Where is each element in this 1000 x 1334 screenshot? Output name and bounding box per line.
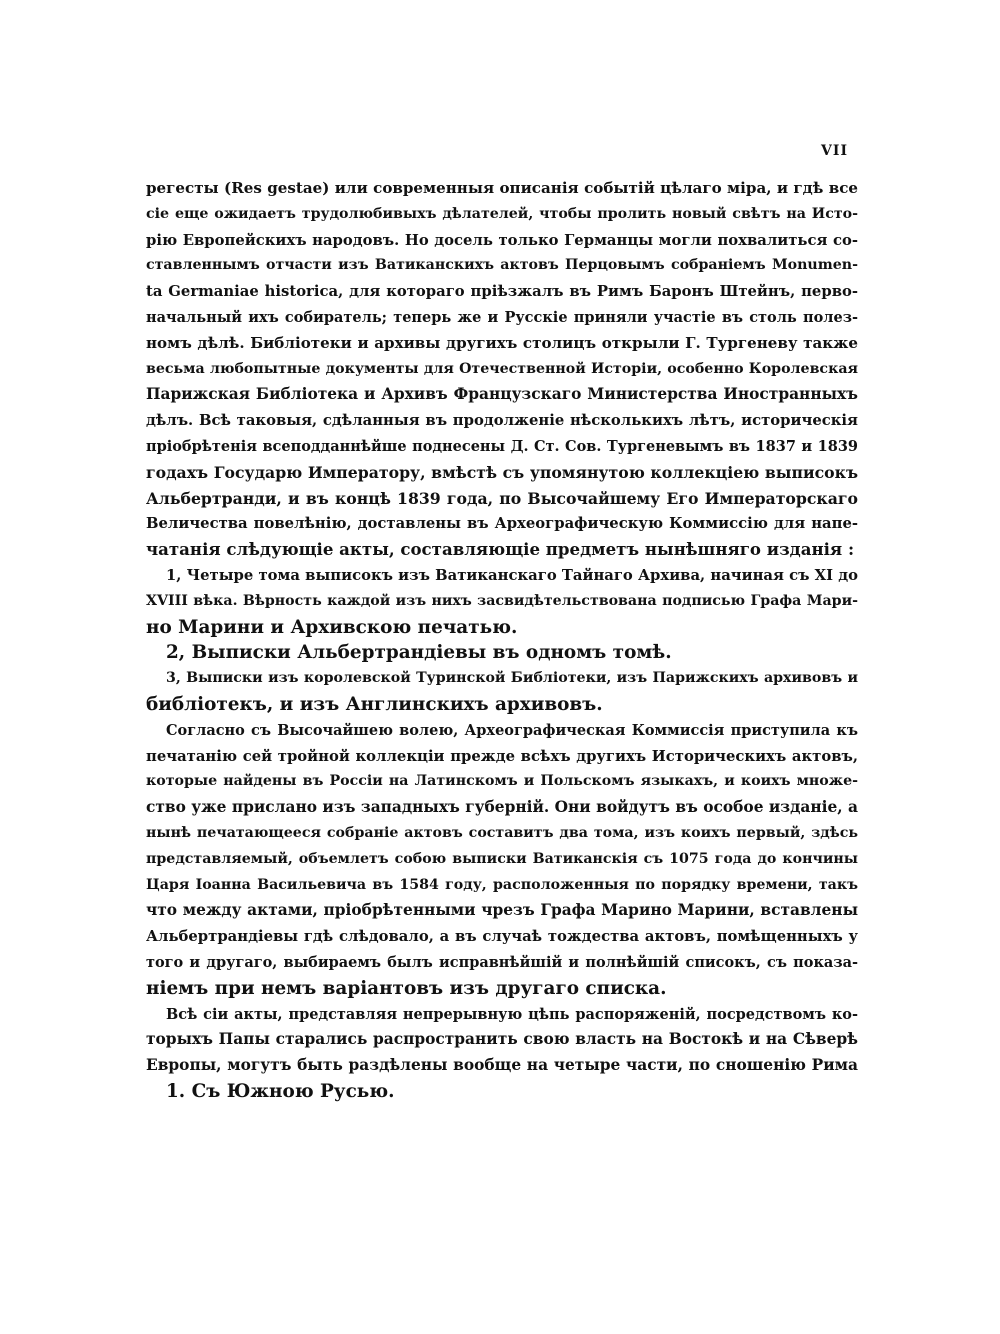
paragraph-3-line: Всѣ сіи акты, представляя непрерывную цѣпь распоряженій, посредствомъ ко- bbox=[166, 1005, 858, 1023]
paragraph-2-line: Согласно съ Высочайшею волею, Археографическая Коммиссія приступила къ bbox=[166, 721, 858, 739]
text-line: ставленнымъ отчасти изъ Ватиканскихъ актовъ Перцовымъ собраніемъ Monumen- bbox=[146, 257, 858, 274]
paragraph-3-line: Европы, могутъ быть раздѣлены вообще на четыре части, по сношенію Рима bbox=[146, 1056, 858, 1075]
paragraph-2-line: что между актами, пріобрѣтенными чрезъ Графа Марино Марини, вставлены bbox=[146, 901, 858, 920]
list-item-3-line: 3, Выписки изъ королевской Туринской Библіотеки, изъ Парижскихъ архивовъ и bbox=[166, 670, 858, 687]
paragraph-2-line: нынѣ печатающееся собраніе актовъ составитъ два тома, изъ коихъ первый, здѣсь bbox=[146, 824, 858, 841]
list-item-2-line: 2, Выписки Альбертрандіевы въ одномъ томѣ. bbox=[166, 642, 672, 664]
text-line: номъ дѣлѣ. Библіотеки и архивы другихъ столицъ открыли Г. Тургеневу также bbox=[146, 333, 858, 352]
text-line: начальный ихъ собиратель; теперь же и Русскіе приняли участіе въ столь полез- bbox=[146, 308, 858, 326]
paragraph-2-line: которые найдены въ Россіи на Латинскомъ и Польскомъ языкахъ, и коихъ множе- bbox=[146, 773, 858, 790]
list-item-1-line: но Марини и Архивскою печатью. bbox=[146, 616, 518, 638]
text-line: Альбертранди, и въ концѣ 1839 года, по Высочайшему Его Императорскаго bbox=[146, 488, 858, 508]
paragraph-2-line: ніемъ при немъ варіантовъ изъ другаго списка. bbox=[146, 977, 667, 999]
text-line: Величества повелѣнію, доставлены въ Археографическую Коммиссію для напе- bbox=[146, 515, 858, 533]
list-item-1-line: 1, Четыре тома выписокъ изъ Ватиканскаго Тайнаго Архива, начиная съ XI до bbox=[166, 566, 858, 584]
text-line: сіе еще ожидаетъ трудолюбивыхъ дѣлателей, чтобы пролить новый свѣтъ на Исто- bbox=[146, 205, 858, 222]
text-line: чатанія слѣдующіе акты, составляющіе предметъ нынѣшняго изданія : bbox=[146, 539, 855, 560]
paragraph-2-line: печатанію сей тройной коллекціи прежде всѣхъ другихъ Историческихъ актовъ, bbox=[146, 747, 858, 765]
paragraph-2-line: Царя Іоанна Васильевича въ 1584 году, расположенныя по порядку времени, такъ bbox=[146, 876, 858, 893]
final-item-line: 1. Съ Южною Русью. bbox=[166, 1080, 395, 1102]
paragraph-2-line: ство уже прислано изъ западныхъ губерній. Они войдутъ въ особое изданіе, а bbox=[146, 798, 858, 817]
paragraph-2-line: того и другаго, выбираемъ былъ исправнѣйшій и полнѣйшій списокъ, съ показа- bbox=[146, 953, 858, 971]
text-line: рію Европейскихъ народовъ. Но досель только Германцы могли похвалиться со- bbox=[146, 231, 858, 249]
list-item-3-line: библіотекъ, и изъ Англинскихъ архивовъ. bbox=[146, 693, 603, 715]
text-line: регесты (Res gestae) или современныя описанія событій цѣлаго міра, и гдѣ все bbox=[146, 179, 858, 197]
paragraph-2-line: представляемый, объемлетъ собою выписки Ватиканскія съ 1075 года до кончины bbox=[146, 850, 858, 867]
page-text bbox=[146, 176, 858, 1105]
text-line: годахъ Государю Императору, вмѣстѣ съ упомянутою коллекціею выписокъ bbox=[146, 462, 858, 482]
text-line: ta Germaniae historica, для котораго пріѣзжалъ въ Римъ Баронъ Штейнъ, перво- bbox=[146, 283, 858, 301]
paragraph-2-line: Альбертрандіевы гдѣ слѣдовало, а въ случаѣ тождества актовъ, помѣщенныхъ у bbox=[146, 928, 858, 946]
text-line: весьма любопытные документы для Отечественной Исторіи, особенно Королевская bbox=[146, 360, 858, 377]
text-line: дѣлъ. Всѣ таковыя, сдѣланныя въ продолженіе нѣсколькихъ лѣтъ, историческія bbox=[146, 412, 858, 430]
paragraph-3-line: торыхъ Папы старались распространить свою власть на Востокѣ и на Сѣверѣ bbox=[146, 1030, 858, 1049]
list-item-1-line: XVIII вѣка. Вѣрность каждой изъ нихъ засвидѣтельствована подписью Графа Мари- bbox=[146, 592, 858, 609]
text-line: пріобрѣтенія всеподданнѣйше поднесены Д. Ст. Сов. Тургеневымъ въ 1837 и 1839 bbox=[146, 437, 858, 455]
text-line: Парижская Библіотека и Архивъ Французскаго Министерства Иностранныхъ bbox=[146, 385, 858, 404]
page-number: VII bbox=[821, 143, 848, 159]
